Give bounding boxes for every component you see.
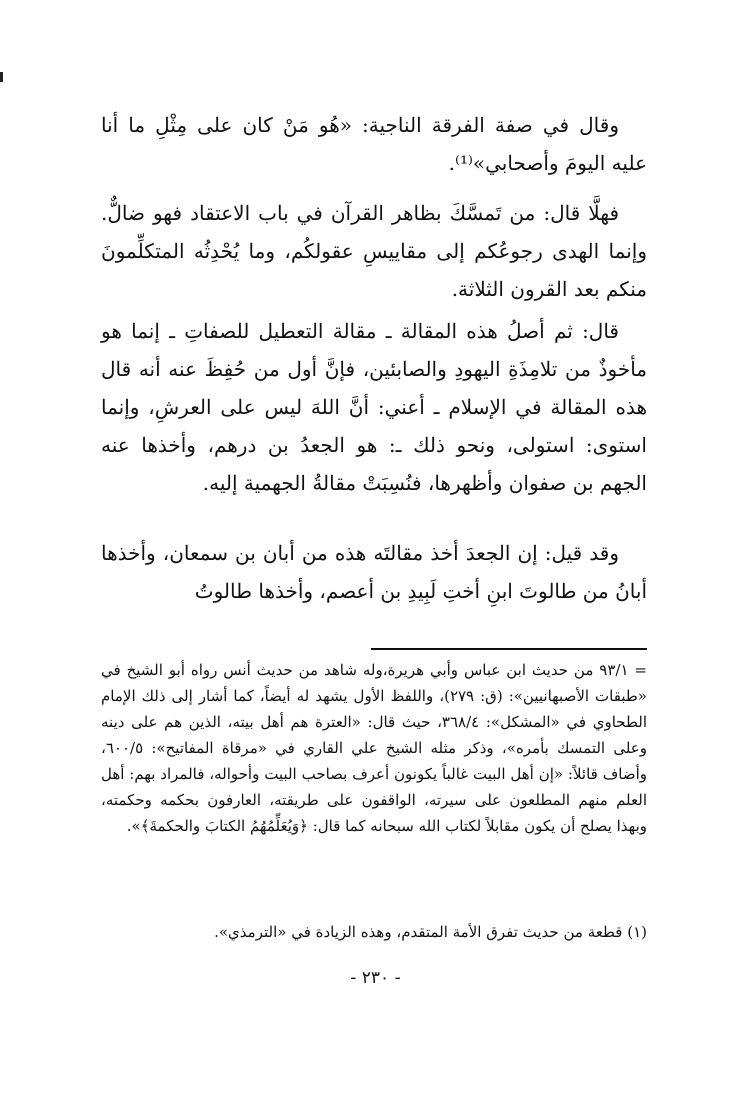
paragraph-1	[101, 106, 647, 182]
paragraph-2	[101, 194, 647, 308]
paragraph-text: فهلَّا قال: من تَمسَّكَ بظاهر القرآن في باب الاعتقاد فهو ضالٌّ. وإنما الهدى رجوعُكم إلى مقاييسِ عقولكُم، وما يُحْدِثُه المتكلِّمونَ منكم بعد القرون الثلاثة.	[101, 201, 647, 301]
paragraph-text: قال: ثم أصلُ هذه المقالة ـ مقالة التعطيل للصفاتِ ـ إنما هو مأخوذٌ من تلامِذَةِ اليهودِ والصابئين، فإنَّ أول من حُفِظَ عنه أنه قال هذه المقالة في الإسلام ـ أعني: أنَّ اللهَ ليس على العرشِ، وإنما استوى: استولى، ونحو ذلك ـ: هو الجعدُ بن درهم، وأخذها عنه الجهم بن صفوان وأظهرها، فنُسِبَتْ مقالةُ الجهمية إليه.	[101, 319, 647, 495]
paragraph-text: وقال في صفة الفرقة الناجية: «هُو مَنْ كان على مِثْلِ ما أنا عليه اليومَ وأصحابي»⁽¹⁾.	[101, 113, 647, 175]
paragraph-3	[101, 312, 647, 502]
footnote-1: (١) قطعة من حديث تفرق الأمة المتقدم، وهذه الزيادة في «الترمذي».	[214, 923, 647, 941]
page-number: - ٢٣٠ -	[350, 968, 401, 988]
paragraph-text: وقد قيل: إن الجعدَ أخذ مقالتَه هذه من أبان بن سمعان، وأخذها أبانُ من طالوتَ ابنِ أختِ لَبِيدِ بن أعصم، وأخذها طالوتُ	[101, 541, 647, 603]
footnote-separator	[371, 648, 647, 650]
margin-mark	[0, 72, 3, 82]
paragraph-4	[101, 534, 647, 610]
footnote-continuation: = ٩٣/١ من حديث ابن عباس وأبي هريرة،وله شاهد من حديث أنس رواه أبو الشيخ في «طبقات الأصبهانيين»: (ق: ٢٧٩)، واللفظ الأول يشهد له أيضاً، كما أشار إلى ذلك الإمام الطحاوي في «المشكل»: ٣٦٨/٤، حيث قال: «العترة هم أهل بيته، الذين هم على دينه وعلى التمسك بأمره»، وذكر مثله الشيخ علي القاري في «مرقاة المفاتيح»: ٦٠٠/٥، وأضاف قائلاً: «إن أهل البيت غالباً يكونون أعرف بصاحب البيت وأحواله، فالمراد بهم: أهل العلم منهم المطلعون على سيرته، الواقفون على طريقته، العارفون بحكمه وحكمته، وبهذا يصلح أن يكون مقابلاً لكتاب الله سبحانه كما قال: ﴿وَيُعَلِّمُهُمُ الكتابَ والحكمةَ﴾».	[101, 661, 648, 835]
